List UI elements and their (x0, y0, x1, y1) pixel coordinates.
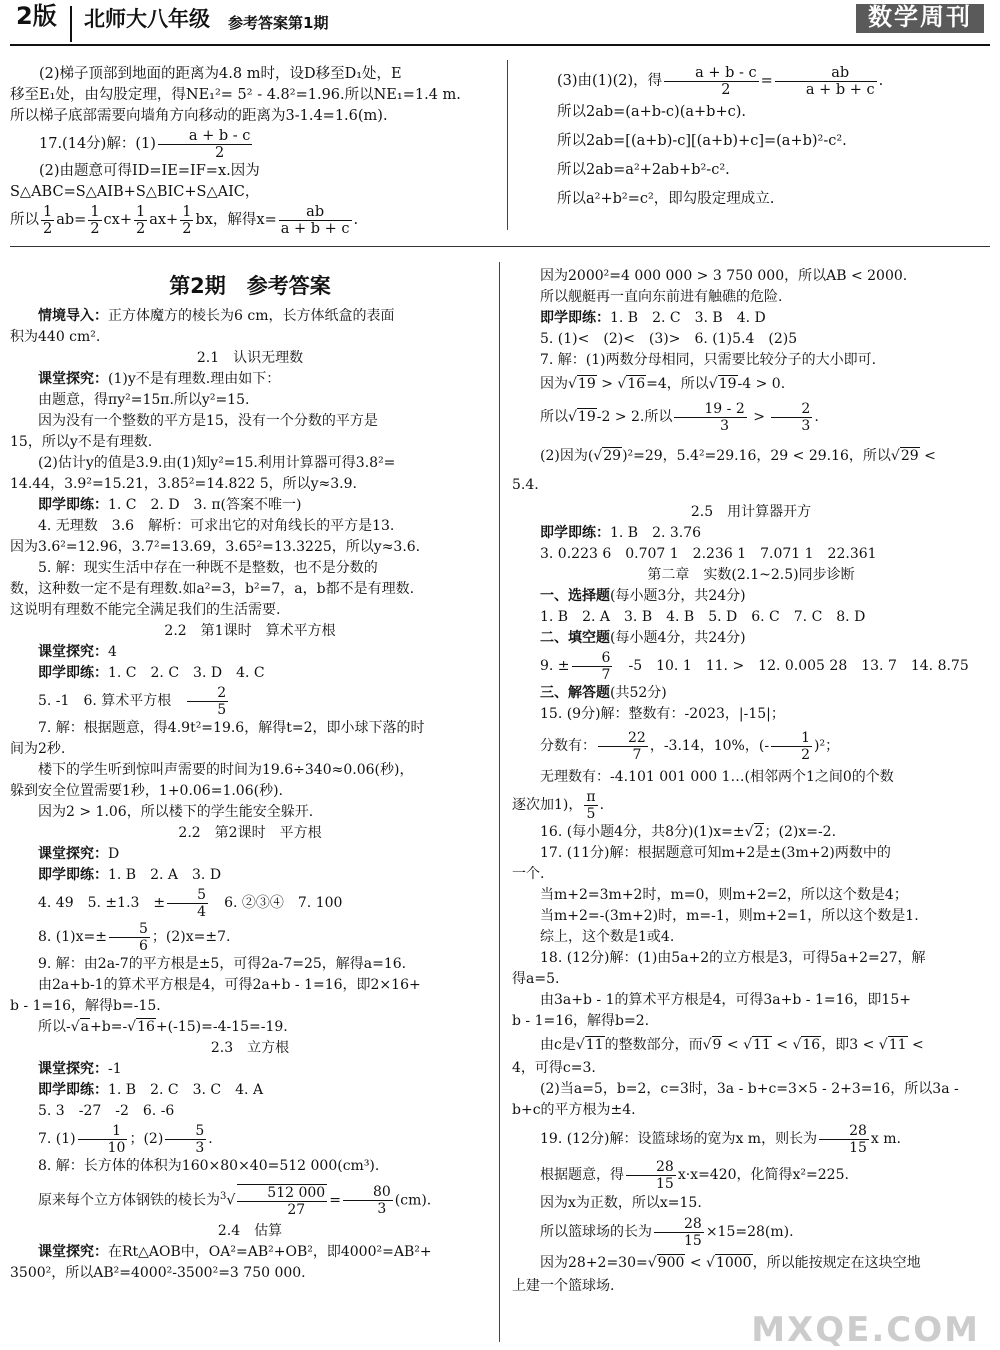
text: . (878, 73, 884, 89)
text-line: 由3a+b - 1的算术平方根是4，可得3a+b - 1=16，即15+ (540, 992, 911, 1008)
numerator: 6 (572, 650, 613, 667)
denominator: 2 (801, 746, 810, 763)
text-line: 15. (9分)解：整数有：-2023，|-15|； (540, 706, 785, 722)
text-line: 18. (12分)解：(1)由5a+2的立方根是3，可得5a+2=27，解 (540, 950, 926, 966)
fraction (41, 204, 54, 237)
text-line: 15，所以y不是有理数. (10, 434, 153, 450)
text: (每小题4分，共24分) (610, 630, 746, 646)
radicand: 11 (753, 1037, 771, 1053)
fraction (167, 887, 208, 920)
label: 三、解答题 (540, 685, 610, 701)
label: 情境导入： (38, 308, 108, 324)
numerator: 28 (654, 1216, 704, 1233)
edition-label: 2版 (16, 2, 57, 30)
numerator: ab (279, 204, 352, 221)
root-index: 3 (220, 1191, 227, 1202)
radicand: 2 (754, 824, 764, 840)
label: 即学即练： (540, 525, 610, 541)
text-line (10, 642, 490, 663)
text-line: 因为2000²=4 000 000 > 3 750 000，所以AB < 2000. (540, 268, 908, 284)
text-line (512, 308, 990, 329)
fraction (664, 65, 759, 98)
numerator: 5 (167, 887, 208, 904)
text-line: 一个. (512, 866, 545, 882)
section-heading: 2.2 第1课时 算术平方根 (164, 623, 336, 639)
text-line (512, 1214, 990, 1250)
numerator: 1 (182, 203, 192, 220)
text-line: 躲到安全位置需要1秒，1+0.06=1.06(秒). (10, 783, 283, 799)
text-line (512, 683, 990, 704)
text-line: (2)梯子顶部到地面的距离为4.8 m时，设D移至D₁处，E (39, 66, 402, 82)
denominator: 4 (197, 903, 207, 920)
text: ；(2)x=-2. (764, 824, 837, 840)
text-line: 5. (1)< (2)< (3)> 6. (1)5.4 (2)5 (540, 331, 798, 347)
issue2-right-column (512, 266, 990, 1297)
text-line: b - 1=16，解得b=-15. (10, 998, 161, 1014)
text: 由c是 (540, 1037, 576, 1053)
text: ，即3 < (821, 1037, 879, 1053)
numerator: 2 (187, 685, 228, 702)
numerator: 1 (90, 203, 100, 220)
text: 1. C 2. C 3. D 4. C (108, 665, 265, 681)
text-line: 当m+2=3m+2时，m=0，则m+2=2，所以这个数是4； (540, 887, 908, 903)
numerator: π (586, 788, 596, 805)
text: bx，解得x= (195, 212, 277, 228)
text: 5. -1 6. 算术平方根 (38, 693, 172, 709)
denominator: 15 (849, 1139, 867, 1156)
section-rule (10, 246, 990, 247)
denominator: 2 (182, 220, 192, 237)
denominator: a + b + c (280, 220, 350, 237)
text-line: 1. B 2. A 3. B 4. B 5. D 6. C 7. C 8. D (540, 609, 866, 625)
text: < (771, 1037, 793, 1053)
text: 17.(14分)解：(1) (39, 136, 156, 152)
text-line (512, 628, 990, 649)
label: 即学即练： (38, 665, 108, 681)
issue2-title: 第2期 参考答案 (169, 274, 331, 298)
text-line (512, 1121, 990, 1157)
text: ²； (819, 738, 840, 754)
text-line: 这说明有理数不能完全满足我们的生活需要. (10, 602, 281, 618)
text: (3)由(1)(2)，得 (557, 73, 663, 89)
text: 根据题意，得 (540, 1167, 624, 1183)
text-line: 因为2 > 1.06，所以楼下的学生能安全躲开. (38, 804, 314, 820)
page-header (0, 0, 1000, 46)
text-line: 移至E₁处，由勾股定理，得NE₁²= 5² - 4.8²=1.96.所以NE₁=1.4 m. (10, 87, 461, 103)
section-heading: 2.5 用计算器开方 (690, 504, 812, 520)
q17-line (10, 127, 498, 161)
denominator: a + b + c (805, 81, 875, 98)
numerator: 28 (626, 1159, 676, 1176)
label: 即学即练： (38, 497, 108, 513)
label: 课堂探究： (38, 644, 108, 660)
text: 因为28+2=30= (540, 1255, 648, 1271)
text: . (814, 409, 819, 425)
text-line: 7. 解：(1)两数分母相同，只需要比较分子的大小即可. (540, 352, 877, 368)
numerator: a + b - c (158, 128, 253, 145)
numerator: 28 (819, 1123, 869, 1140)
text-line: 所以2ab=(a+b-c)(a+b+c). (557, 104, 746, 120)
text-line: (2)由题意可得ID=IE=IF=x.因为S△ABC=S△AIB+S△BIC+S△AIC， (10, 163, 260, 200)
denominator: 2 (721, 81, 731, 98)
text: 分数有： (540, 738, 596, 754)
fraction (78, 1123, 128, 1156)
text-line: 因为3.6²=12.96，3.7²=13.69，3.65²=13.3225，所以y≈3.6. (10, 539, 421, 555)
text-line: 因为x为正数，所以x=15. (540, 1195, 702, 1211)
section-heading: 第二章 实数(2.1~2.5)同步诊断 (647, 567, 855, 583)
text-line: 因为28+2=30=√900 < √1000，所以能按规定在这块空地 (540, 1255, 921, 1271)
text: x·x=420，化简得x²=225. (677, 1167, 849, 1183)
text-line (512, 788, 990, 822)
text-line: 综上，这个数是1或4. (540, 929, 675, 945)
text-line: 3500²，所以AB²=4000²-3500²=3 750 000. (10, 1264, 306, 1281)
text-line: 3. 0.223 6 0.707 1 2.236 1 7.071 1 22.361 (540, 546, 877, 562)
section-heading: 2.3 立方根 (210, 1040, 290, 1056)
fraction (343, 1184, 393, 1217)
fraction (180, 204, 193, 237)
text: 7. (1) (38, 1131, 76, 1147)
text: -4 > 0. (737, 376, 786, 392)
watermark: MXQE.COM (751, 1310, 980, 1350)
numerator: ab (775, 65, 877, 82)
radicand: 11 (888, 1037, 907, 1053)
numerator: 1 (136, 203, 146, 220)
header-rule (10, 44, 990, 46)
denominator: 6 (139, 937, 148, 954)
text: +(-15)=-4-15=-19. (155, 1019, 288, 1035)
text: < (722, 1037, 744, 1053)
text: =4，所以 (646, 376, 709, 392)
area-equation-line (10, 203, 498, 237)
fraction (598, 730, 648, 763)
text-line: 所以2ab=a²+2ab+b²-c². (557, 162, 730, 178)
radicand: 16 (627, 376, 646, 392)
text-line: 无理数有：-4.101 001 000 1…(相邻两个1之间0的个数 (540, 769, 894, 785)
grade-label: 北师大八年级 (84, 7, 210, 31)
text-line (10, 844, 490, 865)
column-divider (499, 262, 500, 1342)
issue2-left-column (10, 266, 490, 1284)
fraction (279, 204, 352, 237)
text-line (10, 1080, 490, 1101)
label: 课堂探究： (38, 371, 108, 387)
top-right-column (528, 64, 988, 214)
text: 1. B 2. C 3. B 4. D (610, 310, 766, 326)
text-line: 因为没有一个整数的平方是15，没有一个分数的平方是 (38, 413, 378, 429)
text: = (760, 73, 773, 89)
text-line: b+c的平方根为±4. (512, 1102, 636, 1118)
denominator: 27 (287, 1201, 306, 1218)
text-line: (2)当a=5，b=2，c=3时，3a - b+c=3×5 - 2+3=16，所以3a - (540, 1081, 959, 1097)
fraction (626, 1159, 676, 1192)
text: 原来每个立方体钢铁的棱长为 (38, 1192, 220, 1209)
fraction (674, 401, 746, 434)
text: < (907, 1037, 924, 1053)
denominator: 3 (195, 1139, 205, 1156)
text-line: 所以舰艇再一直向东前进有触礁的危险. (540, 289, 783, 305)
text-line: 14.44，3.9²=15.21，3.85²=14.822 5，所以y≈3.9. (10, 476, 357, 492)
text: 在Rt△AOB中，OA²=AB²+OB²，即4000²=AB²+ (108, 1243, 432, 1260)
text-line: 16. (每小题4分，共8分)(1)x=±√2；(2)x=-2. (540, 824, 837, 840)
text: < (685, 1255, 707, 1271)
text: 1. B 2. A 3. D (108, 867, 222, 883)
fraction (237, 1184, 327, 1218)
text-line: 因为√19 > √16=4，所以√19-4 > 0. (540, 376, 786, 392)
section-heading: 2.4 估算 (217, 1222, 283, 1239)
text: 4 (108, 644, 117, 660)
text-line: 9. 解：由2a-7的平方根是±5，可得2a-7=25，解得a=16. (38, 956, 407, 972)
text: 所以 (540, 409, 568, 425)
text: 16. (每小题4分，共8分)(1)x=± (540, 824, 745, 840)
radicand: a (80, 1019, 90, 1035)
text: . (353, 212, 359, 228)
text-line: 数，这种数一定不是有理数.如a²=3，b²=7，a，b都不是有理数. (10, 581, 415, 597)
denominator: 5 (217, 701, 227, 718)
text: x m. (870, 1131, 901, 1147)
text-line: 5. 3 -27 -2 6. -6 (38, 1103, 175, 1119)
text: ax+ (149, 212, 179, 228)
denominator: 3 (720, 417, 730, 434)
text: -2 > 2.所以 (596, 409, 673, 425)
numerator: a + b - c (664, 65, 759, 82)
text-line: 所以√19-2 > 2.所以 $\frac{19 - 2}{3}$ > $\frac{2}{3}$ . (540, 400, 819, 434)
text-line: 17. (11分)解：根据题意可知m+2是±(3m+2)两数中的 (540, 845, 891, 861)
text: +b=- (90, 1019, 128, 1035)
text: 9. ± (540, 658, 570, 674)
text: 6. ②③④ 7. 100 (224, 895, 343, 911)
denominator: 5 (586, 805, 596, 822)
text: (cm). (394, 1192, 432, 1209)
numerator: 1 (771, 730, 812, 747)
text-line: 4，可得c=3. (512, 1060, 596, 1076)
text-line: 得a=5. (512, 971, 560, 987)
text: ，所以能按规定在这块空地 (752, 1255, 921, 1271)
text: ；(2) (129, 1131, 164, 1147)
radicand: 29 (900, 448, 919, 464)
text-line (10, 1122, 490, 1156)
text: -5 10. 1 11. > 12. 0.005 28 13. 7 14. 8.75 (614, 658, 969, 674)
text-line: 8. 解：长方体的体积为160×80×40=512 000(cm³). (38, 1158, 380, 1174)
section-heading: 2.1 认识无理数 (196, 350, 304, 366)
header-divider (70, 6, 72, 42)
issue-label: 参考答案第1期 (228, 14, 329, 32)
denominator: 7 (601, 666, 611, 683)
label: 课堂探究： (38, 846, 108, 862)
label: 即学即练： (540, 310, 610, 326)
text-line (10, 495, 490, 516)
text: 所以 (10, 212, 39, 228)
text-line: 积为440 cm². (10, 329, 101, 345)
text: (共52分) (610, 685, 667, 701)
text: . (208, 1131, 213, 1147)
text: (1)y不是有理数.理由如下： (108, 371, 281, 387)
text-line: (2)因为(√29)²=29，5.4²=29.16，29 < 29.16，所以√29 < (540, 448, 936, 464)
text: 19. (12分)解：设篮球场的宽为x m，则长为 (540, 1131, 818, 1147)
radicand: 19 (718, 376, 737, 392)
text-line: 4. 无理数 3.6 解析：可求出它的对角线长的平方是13. (38, 518, 395, 534)
text: ×15=28(m). (705, 1224, 794, 1240)
fraction (584, 789, 597, 822)
text: 所以篮球场的长为 (540, 1224, 652, 1240)
denominator: 2 (43, 220, 53, 237)
denominator: 2 (136, 220, 146, 237)
text-line (10, 920, 490, 954)
text-line: 间为2秒. (10, 741, 66, 757)
text: 所以- (38, 1019, 71, 1035)
fraction (88, 204, 101, 237)
text-line (10, 684, 490, 718)
text-line: 5. 解：现实生活中存在一种既不是整数，也不是分数的 (38, 560, 378, 576)
radicand: 16 (137, 1019, 155, 1035)
text: 的整数部分，而 (604, 1037, 703, 1053)
radicand: 900 (657, 1255, 685, 1271)
text: 4. 49 5. ±1.3 ± (38, 895, 166, 911)
fraction (109, 921, 150, 954)
radicand: 11 (585, 1037, 604, 1053)
numerator: 2 (771, 401, 812, 418)
fraction (775, 65, 877, 98)
text: 1. B 2. 3.76 (610, 525, 702, 541)
text-line (10, 865, 490, 886)
text: 因为 (540, 376, 568, 392)
text-line: 所以-√a+b=-√16+(-15)=-4-15=-19. (38, 1019, 288, 1035)
text: D (108, 846, 120, 862)
text-line (10, 1242, 490, 1263)
text: 8. (1)x=± (38, 929, 107, 945)
fraction (187, 685, 228, 718)
text-line: 由c是√11的整数部分，而√9 < √11 < √16，即3 < √11 < (540, 1037, 924, 1053)
fraction (134, 204, 147, 237)
denominator: 10 (107, 1139, 126, 1156)
text-line (10, 886, 490, 920)
text-line: 所以a²+b²=c²，即勾股定理成立. (557, 191, 775, 207)
fraction (819, 1123, 869, 1156)
text-line (10, 306, 490, 327)
label: 即学即练： (38, 867, 108, 883)
fraction (771, 730, 812, 763)
denominator: 3 (801, 417, 811, 434)
numerator: 80 (343, 1184, 393, 1201)
denominator: 15 (684, 1232, 702, 1249)
text: > (748, 409, 770, 425)
column-divider (507, 60, 508, 230)
label: 二、填空题 (540, 630, 610, 646)
radicand: 9 (712, 1037, 722, 1053)
text-line: (2)估计y的值是3.9.由(1)知y²=15.利用计算器可得3.8²= (38, 455, 396, 471)
text: ，-3.14，10%， (649, 738, 759, 754)
fraction (165, 1123, 206, 1156)
denominator: 15 (656, 1175, 674, 1192)
text-line: 7. 解：根据题意，得4.9t²=19.6，解得t=2，即小球下落的时 (38, 720, 425, 736)
label: 一、选择题 (540, 588, 610, 604)
text: < (919, 448, 936, 464)
denominator: 2 (90, 220, 100, 237)
text: (每小题3分，共24分) (610, 588, 746, 604)
text: ；(2)x=±7. (151, 929, 231, 945)
eq-line (528, 64, 988, 98)
text-line: 原来每个立方体钢铁的棱长为$^3$√ $\frac{512 000}{27}$ = $\frac{80}{3}$ (cm). (38, 1184, 432, 1218)
radicand: 16 (802, 1037, 821, 1053)
text: 1. C 2. D 3. π(答案不唯一) (108, 497, 302, 513)
text-line: 当m+2=-(3m+2)时，m=-1，则m+2=1，所以这个数是1. (540, 908, 919, 924)
label: 课堂探究： (38, 1061, 108, 1077)
section-heading: 2.2 第2课时 平方根 (178, 825, 322, 841)
text: 正方体魔方的棱长为6 cm，长方体纸盒的表面 (108, 308, 395, 324)
text: cx+ (103, 212, 132, 228)
text: = (329, 1192, 341, 1209)
text: . (599, 797, 605, 813)
fraction (771, 401, 812, 434)
radicand: 19 (577, 409, 596, 425)
numerator: 22 (598, 730, 648, 747)
text-line (10, 663, 490, 684)
numerator: 512 000 (237, 1185, 327, 1202)
text-line (10, 369, 490, 390)
radicand: 29 (603, 448, 622, 464)
text: 逐次加1)， (512, 797, 583, 813)
label: 课堂探究： (38, 1243, 108, 1260)
text-line (512, 523, 990, 544)
top-left-column (10, 64, 498, 237)
brand-logo: 数学周刊 (856, 4, 984, 33)
fraction (654, 1216, 704, 1249)
text-line: 所以2ab=[(a+b)-c][(a+b)+c]=(a+b)²-c². (557, 133, 847, 149)
text-line: 楼下的学生听到惊叫声需要的时间为19.6÷340≈0.06(秒)， (38, 762, 414, 778)
text: =29，5.4²=29.16，29 < 29.16，所以 (633, 448, 891, 464)
text-line: 由2a+b-1的算术平方根是4，可得2a+b - 1=16，即2×16+ (38, 977, 421, 993)
fraction (572, 650, 613, 683)
text-line (512, 1157, 990, 1193)
text-line (512, 649, 990, 683)
text-line: 分数有： $\frac{22}{7}$ ，-3.14，10%，(- $\frac{1}{2}$ )²； (540, 729, 840, 763)
text: -1 (108, 1061, 122, 1077)
label: 即学即练： (38, 1082, 108, 1098)
text-line (10, 1059, 490, 1080)
numerator: 5 (109, 921, 150, 938)
denominator: 3 (377, 1201, 387, 1218)
fraction (158, 128, 253, 161)
text: > (596, 376, 618, 392)
text: (2)因为 (540, 448, 588, 464)
denominator: 2 (215, 144, 225, 161)
numerator: 19 - 2 (674, 401, 746, 418)
text-line: 上建一个篮球场. (512, 1278, 615, 1294)
text: 1. B 2. C 3. C 4. A (108, 1082, 264, 1098)
numerator: 5 (165, 1123, 206, 1140)
numerator: 1 (43, 203, 53, 220)
text-line: 所以梯子底部需要向墙角方向移动的距离为3-1.4=1.6(m). (10, 108, 388, 124)
text-line: 由题意，得πy²=15π.所以y²=15. (38, 392, 250, 408)
denominator: 7 (632, 746, 642, 763)
text-line: b - 1=16，解得b=2. (512, 1013, 650, 1029)
numerator: 1 (78, 1123, 128, 1140)
text: ab= (56, 212, 87, 228)
radicand: 1000 (715, 1255, 752, 1271)
text-line (512, 586, 990, 607)
radicand: 19 (577, 376, 596, 392)
text-line: 5.4. (512, 477, 539, 493)
